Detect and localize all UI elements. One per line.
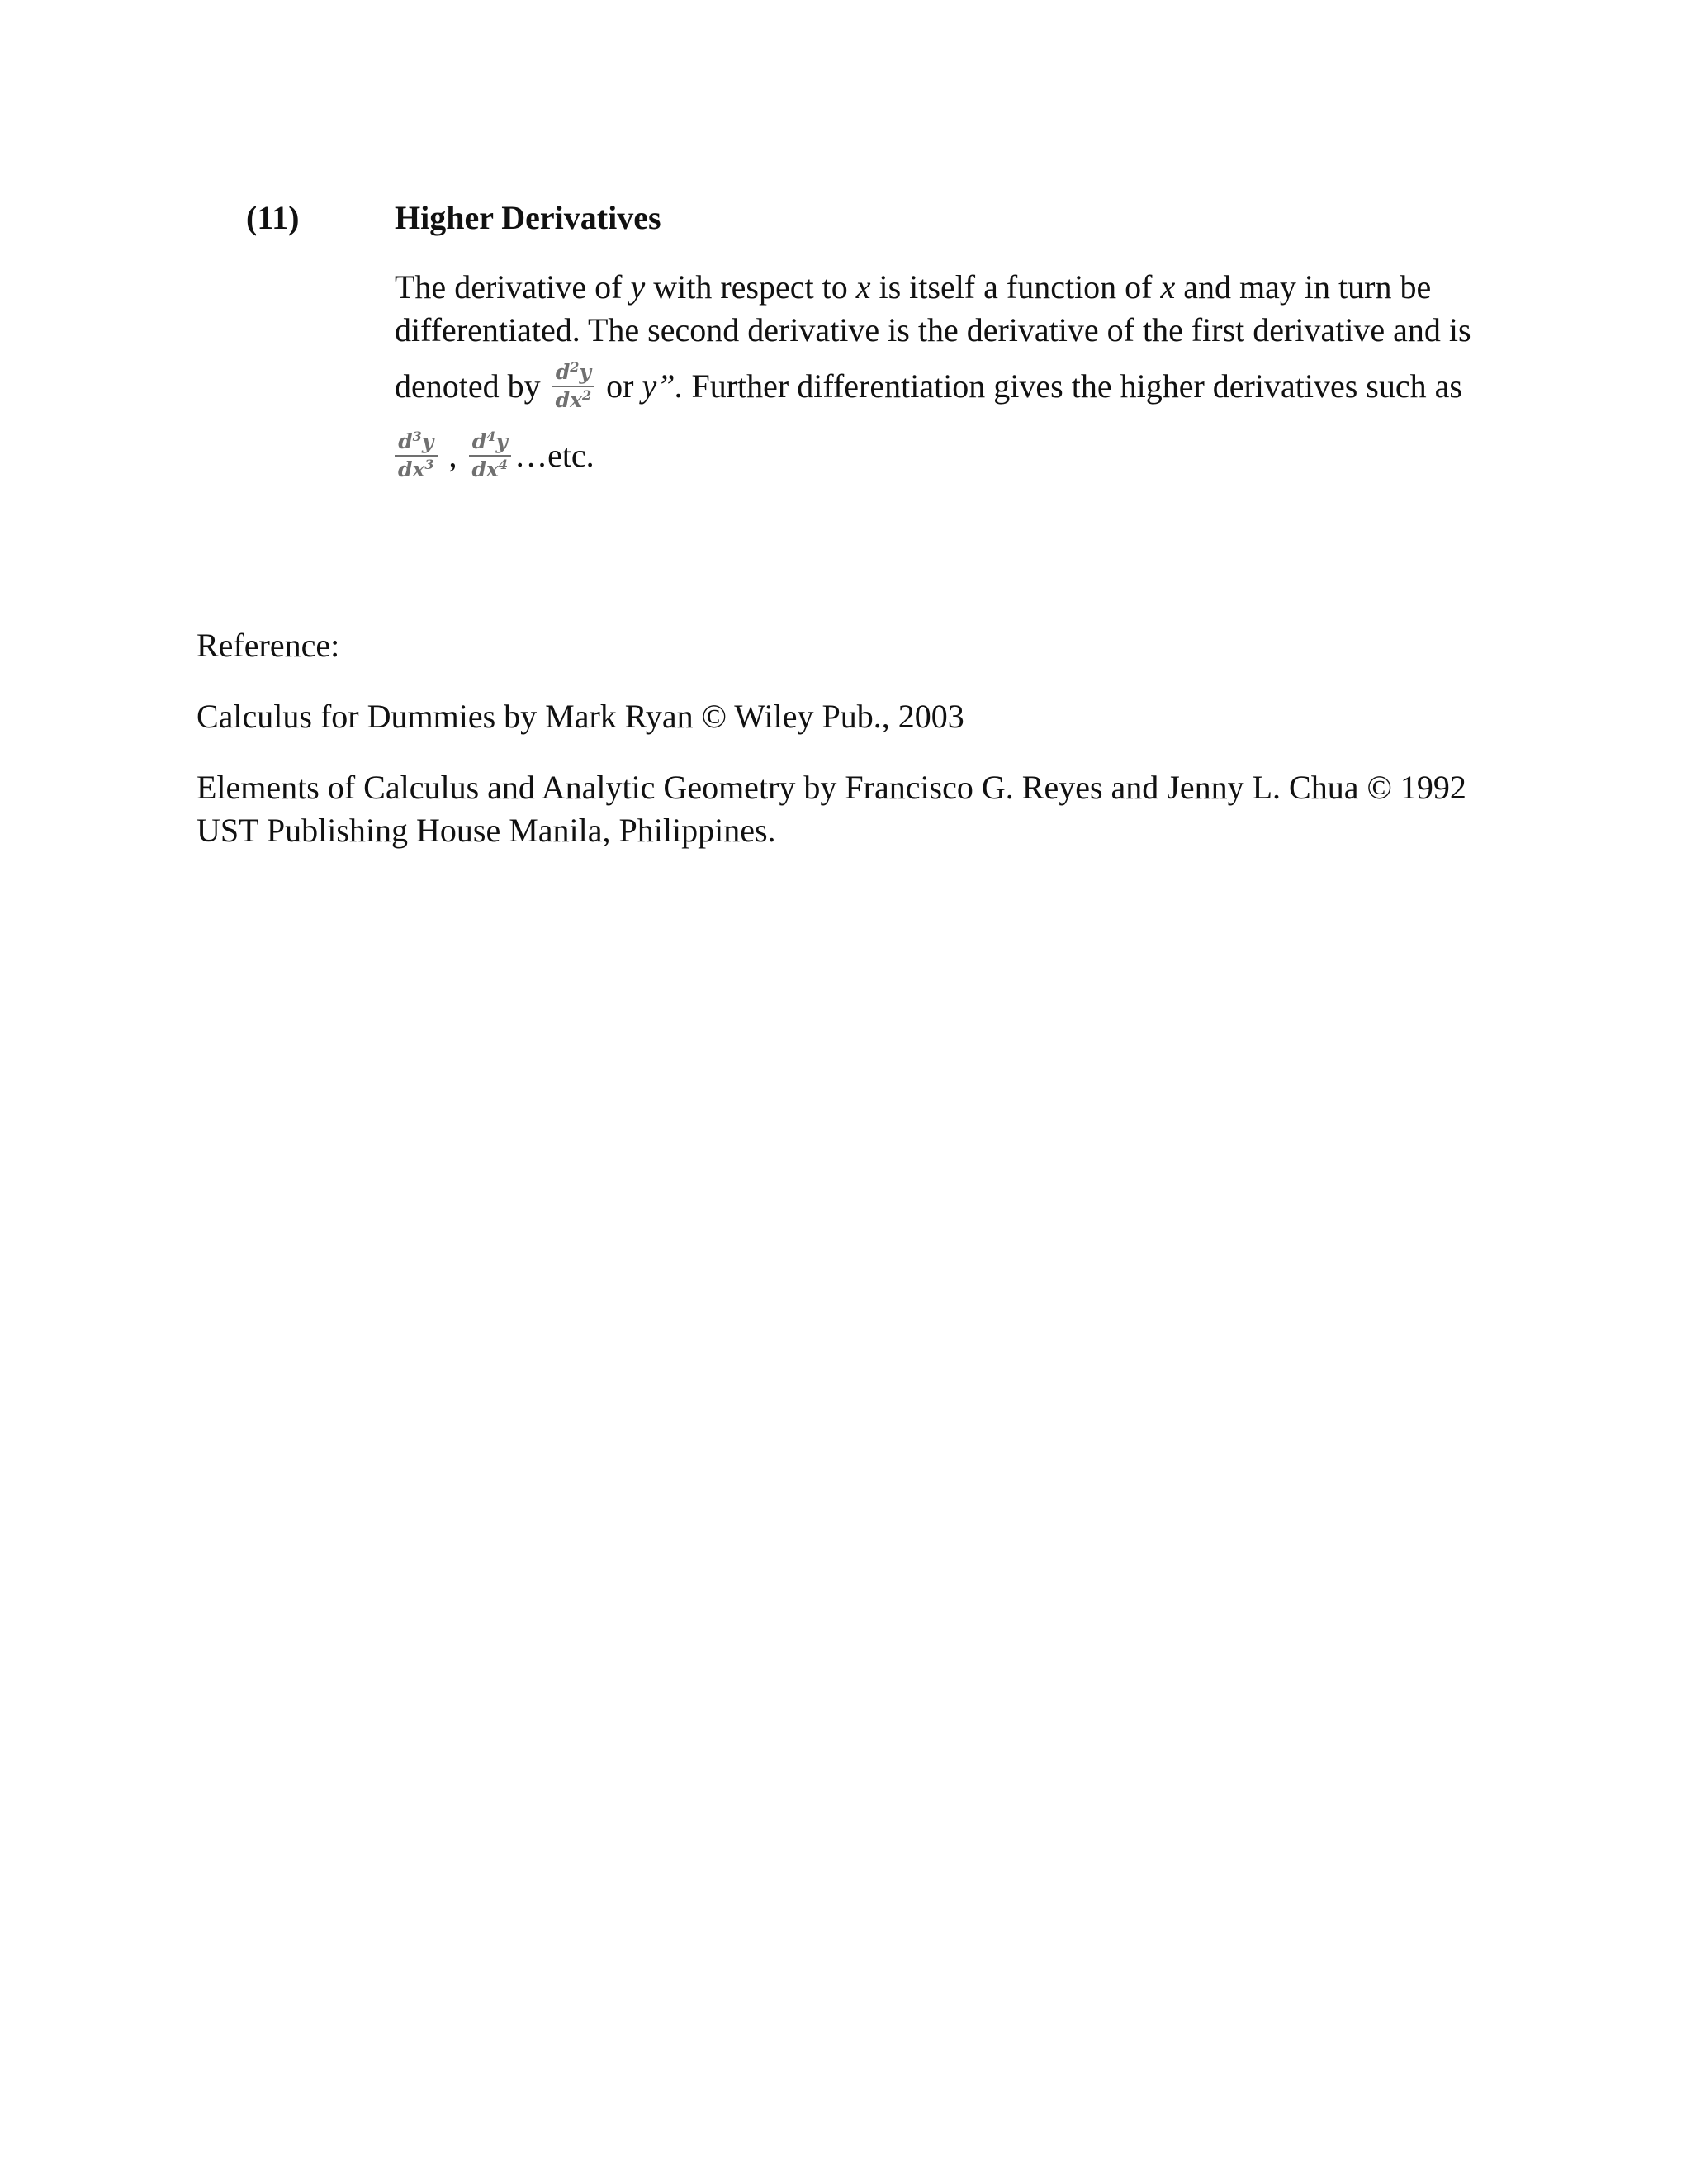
fraction-numerator [395, 430, 438, 457]
den-base: dx [398, 457, 425, 481]
fraction-third-derivative [395, 430, 438, 481]
num-variable: y [579, 359, 591, 384]
variable-x: x [855, 268, 871, 306]
text-run: is itself a function of [870, 268, 1161, 306]
text-run: denoted by [395, 367, 549, 405]
text-run: , [440, 437, 466, 474]
text-run: with respect to [645, 268, 856, 306]
text-run: The derivative of [395, 268, 631, 306]
den-base: dx [471, 457, 499, 481]
fraction-denominator [552, 387, 595, 412]
den-base: dx [555, 387, 583, 412]
num-exponent: 3 [412, 428, 422, 444]
num-exponent: 2 [570, 358, 580, 375]
num-variable: y [495, 429, 508, 453]
text-run: …etc. [514, 437, 594, 474]
variable-y-double-prime: y”. [642, 367, 684, 405]
den-exponent: 2 [582, 386, 592, 403]
paragraph-line-1 [395, 266, 1493, 309]
den-exponent: 4 [498, 456, 509, 472]
fraction-denominator [395, 457, 438, 481]
fraction-denominator [469, 457, 512, 481]
section-title: Higher Derivatives [395, 199, 661, 236]
text-run: or [598, 367, 642, 405]
paragraph-line-4 [395, 421, 1493, 490]
fraction-fourth-derivative [469, 430, 512, 481]
fraction-second-derivative [552, 358, 595, 412]
reference-item: Elements of Calculus and Analytic Geometry by Francisco G. Reyes and Jenny L. Chua © 1992 UST Publishing House Manila, Philippines. [197, 769, 1466, 849]
paragraph-line-3 [395, 352, 1493, 421]
paragraph-line-2: differentiated. The second derivative is the derivative of the first derivative and is [395, 311, 1471, 348]
reference-heading: Reference: [197, 627, 340, 664]
num-variable: y [421, 429, 434, 453]
fraction-numerator [552, 358, 595, 387]
num-base: d [398, 429, 413, 453]
body-paragraph [395, 266, 1493, 490]
num-base: d [471, 429, 487, 453]
den-exponent: 3 [424, 456, 434, 472]
variable-y: y [630, 268, 646, 306]
variable-x: x [1160, 268, 1176, 306]
num-exponent: 4 [486, 428, 496, 444]
num-base: d [555, 359, 571, 384]
reference-item: Calculus for Dummies by Mark Ryan © Wiley Pub., 2003 [197, 698, 964, 735]
fraction-numerator [469, 430, 512, 457]
text-run: Further differentiation gives the higher derivatives such as [683, 367, 1462, 405]
text-run: and may in turn be [1175, 268, 1432, 306]
section-number: (11) [246, 199, 300, 236]
